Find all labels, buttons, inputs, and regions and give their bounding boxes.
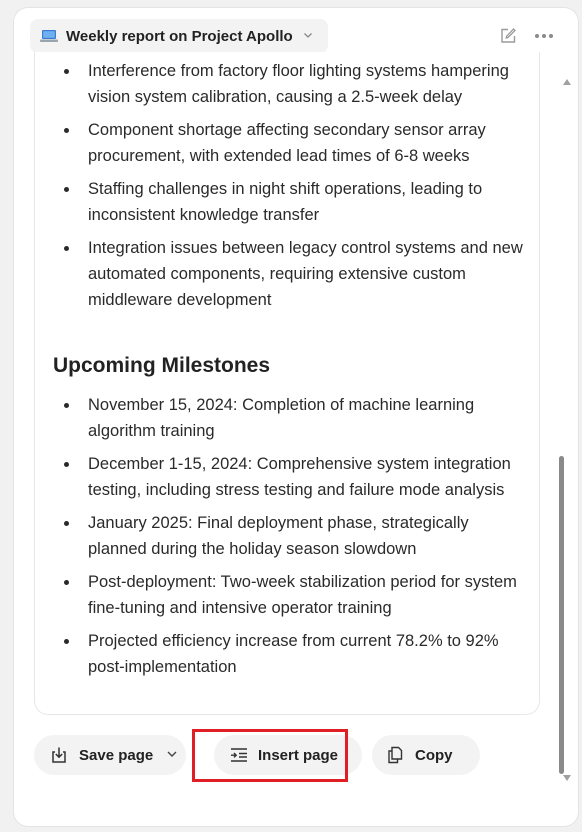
download-icon [48, 744, 70, 766]
edit-icon[interactable] [498, 26, 518, 46]
list-item: Projected efficiency increase from current 78.2% to 92% post-implementation [88, 628, 528, 680]
list-item: November 15, 2024: Completion of machine learning algorithm training [88, 392, 528, 444]
chevron-down-icon [303, 27, 313, 45]
scroll-down-icon[interactable] [563, 768, 571, 786]
list-item: Interference from factory floor lighting systems hampering vision system calibration, causing a 2.5-week delay [88, 58, 528, 110]
report-content [34, 52, 540, 715]
list-item: Post-deployment: Two-week stabilization period for system fine-tuning and intensive operator training [88, 569, 528, 621]
laptop-icon [40, 28, 58, 44]
copy-icon [384, 744, 406, 766]
scrollbar-thumb[interactable] [559, 456, 564, 774]
list-item: Component shortage affecting secondary sensor array procurement, with extended lead times of 6-8 weeks [88, 117, 528, 169]
list-item: Integration issues between legacy control systems and new automated components, requiring extensive custom middleware development [88, 235, 528, 313]
list-item: Staffing challenges in night shift operations, leading to inconsistent knowledge transfer [88, 176, 528, 228]
challenges-list [88, 58, 528, 320]
copy-label: Copy [415, 746, 453, 764]
more-icon[interactable] [534, 26, 554, 46]
chevron-down-icon[interactable] [166, 747, 178, 764]
save-page-label: Save page [79, 746, 154, 764]
insert-page-label: Insert page [258, 746, 339, 764]
page-title: Weekly report on Project Apollo [66, 27, 293, 45]
milestones-list [88, 392, 528, 687]
highlight-box [192, 729, 348, 782]
list-item: January 2025: Final deployment phase, strategically planned during the holiday season slowdown [88, 510, 528, 562]
report-panel [14, 8, 578, 826]
copy-button[interactable] [372, 735, 480, 775]
title-dropdown[interactable] [30, 19, 328, 53]
save-page-button[interactable] [34, 735, 186, 775]
milestones-heading: Upcoming Milestones [53, 354, 271, 377]
list-item: December 1-15, 2024: Comprehensive system integration testing, including stress testing and failure mode analysis [88, 451, 528, 503]
scroll-up-icon[interactable] [563, 72, 571, 90]
